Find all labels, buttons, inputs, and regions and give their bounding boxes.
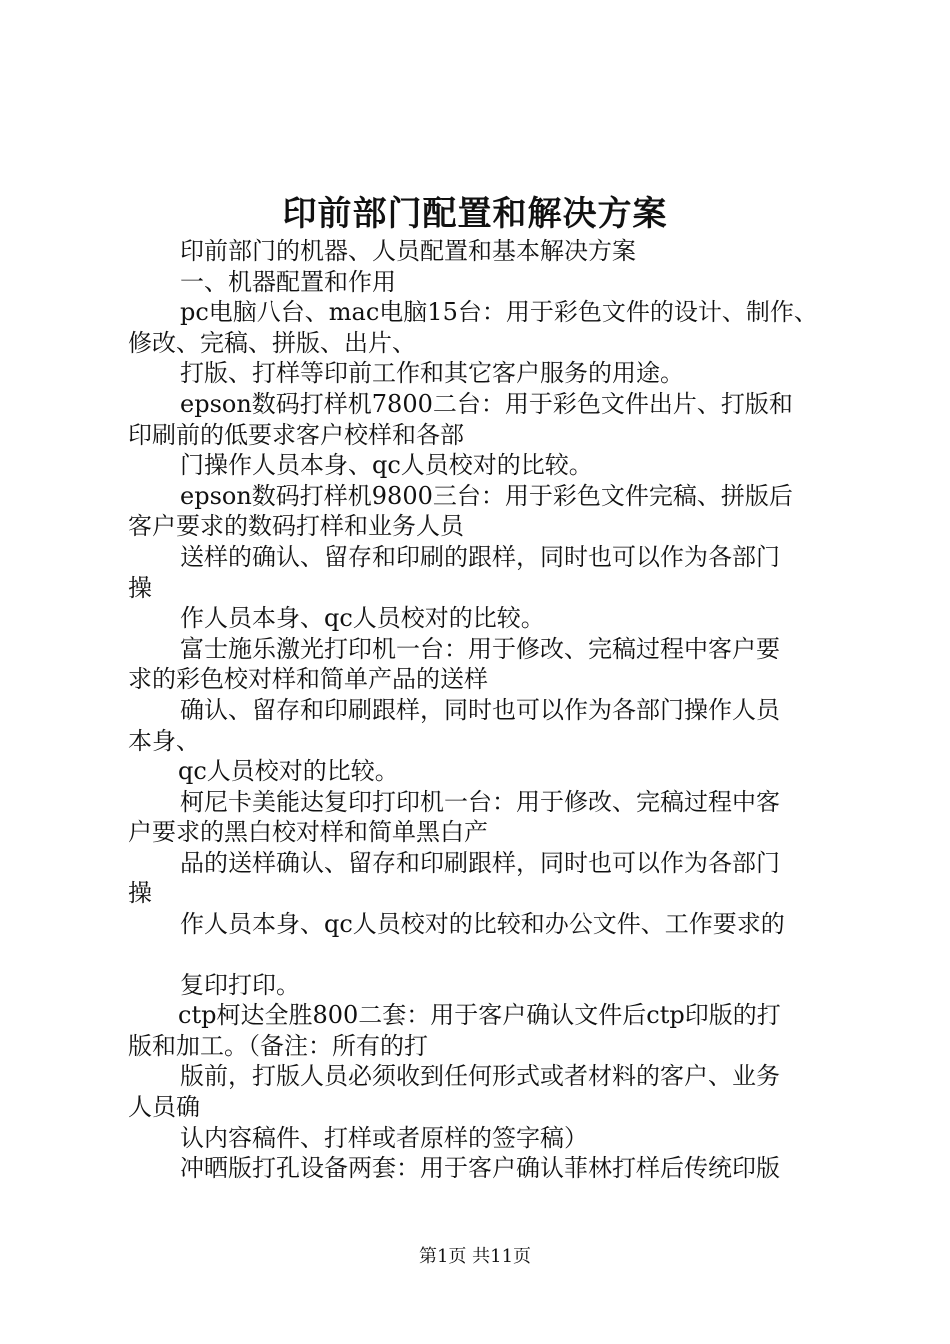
paragraph-line: 版前，打版人员必须收到任何形式或者材料的客户、业务 [180, 1062, 780, 1091]
paragraph-line: 作人员本身、qc人员校对的比较。 [180, 604, 545, 633]
paragraph-line: 人员确 [128, 1093, 200, 1122]
paragraph-line: 版和加工。（备注：所有的打 [128, 1031, 428, 1060]
paragraph-line: 户要求的黑白校对样和简单黑白产 [128, 818, 488, 847]
paragraph-line: qc人员校对的比较。 [178, 757, 399, 786]
paragraph-line: 富士施乐激光打印机一台：用于修改、完稿过程中客户要 [180, 634, 780, 663]
paragraph-line: 门操作人员本身、qc人员校对的比较。 [180, 451, 593, 480]
paragraph-line: 复印打印。 [180, 970, 300, 999]
paragraph-line: 冲晒版打孔设备两套：用于客户确认菲林打样后传统印版 [180, 1154, 780, 1183]
paragraph-line: 操 [128, 879, 152, 908]
page-footer: 第1页 共11页 [418, 1246, 532, 1267]
paragraph-line: epson数码打样机9800三台：用于彩色文件完稿、拼版后 [180, 481, 793, 510]
paragraph-line: pc电脑八台、mac电脑15台：用于彩色文件的设计、制作、 [180, 298, 818, 327]
paragraph-line: 求的彩色校对样和简单产品的送样 [128, 665, 488, 694]
paragraph-line: 送样的确认、留存和印刷的跟样，同时也可以作为各部门 [180, 542, 780, 571]
paragraph-line: 修改、完稿、拼版、出片、 [128, 328, 416, 357]
paragraph-line: 品的送样确认、留存和印刷跟样，同时也可以作为各部门 [180, 848, 780, 877]
paragraph-line: 一、机器配置和作用 [180, 267, 396, 296]
paragraph-line: epson数码打样机7800二台：用于彩色文件出片、打版和 [180, 389, 793, 418]
paragraph-line: 柯尼卡美能达复印打印机一台：用于修改、完稿过程中客 [180, 787, 780, 816]
paragraph-line: 认内容稿件、打样或者原样的签字稿） [180, 1123, 588, 1152]
paragraph-line: 本身、 [128, 726, 200, 755]
paragraph-line: 客户要求的数码打样和业务人员 [128, 512, 464, 541]
document-body [128, 236, 848, 1184]
paragraph-line: 打版、打样等印前工作和其它客户服务的用途。 [180, 359, 684, 388]
paragraph-line: 印前部门的机器、人员配置和基本解决方案 [180, 237, 636, 265]
paragraph-line: ctp柯达全胜800二套：用于客户确认文件后ctp印版的打 [178, 1001, 781, 1030]
paragraph-line: 确认、留存和印刷跟样，同时也可以作为各部门操作人员 [180, 695, 780, 724]
paragraph-line: 印刷前的低要求客户校样和各部 [128, 420, 464, 449]
document-title: 印前部门配置和解决方案 [282, 194, 668, 234]
paragraph-line: 作人员本身、qc人员校对的比较和办公文件、工作要求的 [180, 910, 785, 939]
paragraph-line: 操 [128, 573, 152, 602]
